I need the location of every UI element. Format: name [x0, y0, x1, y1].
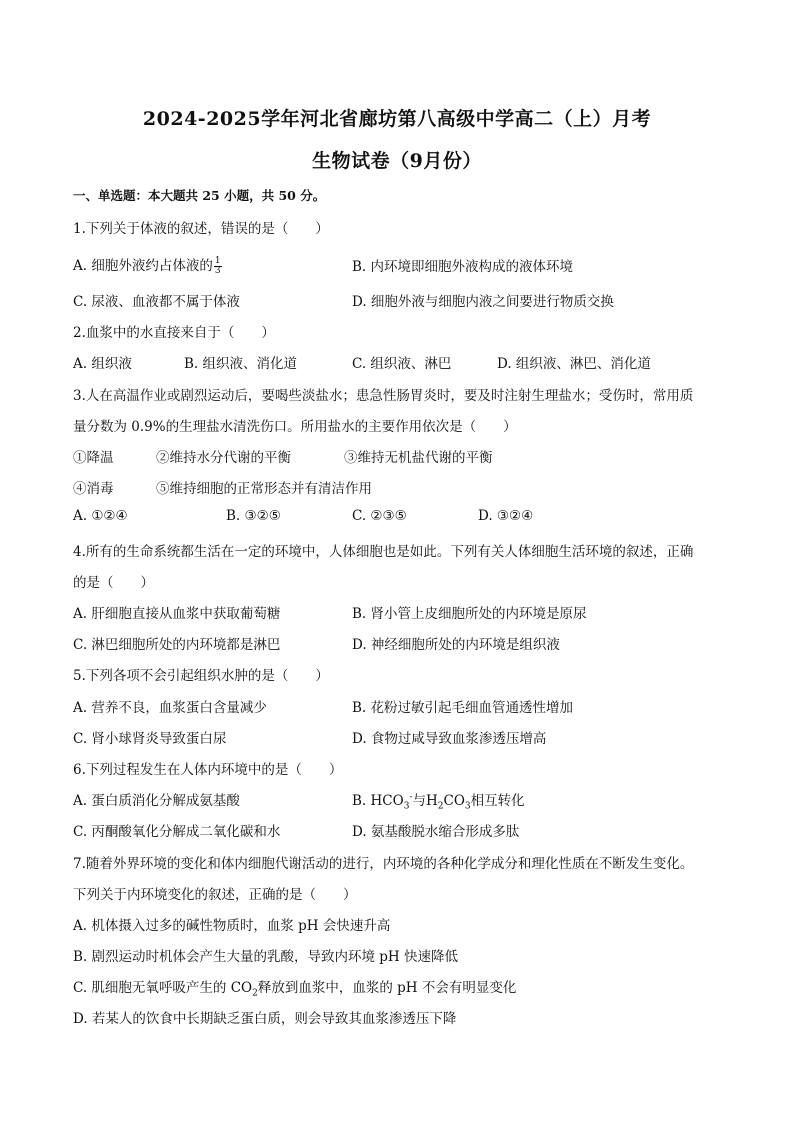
question-7-option-d: D. 若某人的饮食中长期缺乏蛋白质，则会导致其血浆渗透压下降	[73, 1011, 457, 1027]
exam-title: 2024-2025学年河北省廊坊第八高级中学高二（上）月考	[142, 108, 652, 130]
question-3-stem-line-2: 量分数为 0.9%的生理盐水清洗伤口。所用盐水的主要作用依次是（ ）	[73, 419, 517, 435]
question-7-option-b: B. 剧烈运动时机体会产生大量的乳酸，导致内环境 pH 快速降低	[73, 949, 458, 965]
fraction: $\frac{1}{3}$	[214, 256, 221, 276]
question-4-stem-line-2: 的是（ ）	[73, 575, 154, 591]
question-6-option-c: C. 丙酮酸氧化分解成二氧化碳和水	[73, 824, 281, 840]
question-3-option-b: B. ③②⑤	[226, 508, 281, 524]
question-4-option-d: D. 神经细胞所处的内环境是组织液	[352, 637, 560, 653]
question-6-stem: 6.下列过程发生在人体内环境中的是（ ）	[73, 762, 343, 778]
question-6-option-d: D. 氨基酸脱水缩合形成多肽	[352, 824, 520, 840]
question-3-option-d: D. ③②④	[478, 508, 534, 524]
question-4-option-b: B. 肾小管上皮细胞所处的内环境是原尿	[352, 606, 587, 622]
question-1-option-a: A. 细胞外液约占体液的 $\frac{1}{3}$	[73, 256, 221, 276]
question-2-option-d: D. 组织液、淋巴、消化道	[497, 356, 651, 372]
question-3-item-1: ①降温	[73, 450, 114, 466]
question-3-item-3: ③维持无机盐代谢的平衡	[344, 450, 493, 466]
question-7-stem-line-1: 7.随着外界环境的变化和体内细胞代谢活动的进行，内环境的各种化学成分和理化性质在不断发生变化。	[73, 856, 694, 872]
question-6-option-b: B. $HCO_3^-$与$H_2CO_3$相互转化	[352, 792, 525, 812]
question-3-stem-line-1: 3.人在高温作业或剧烈运动后，要喝些淡盐水；患急性肠胃炎时，要及时注射生理盐水；受伤时，常用质	[73, 388, 694, 404]
question-1-option-b: B. 内环境即细胞外液构成的液体环境	[352, 259, 574, 275]
question-2-option-b: B. 组织液、消化道	[184, 356, 298, 372]
question-3-option-a: A. ①②④	[73, 508, 128, 524]
question-2-stem: 2.血浆中的水直接来自于（ ）	[73, 325, 275, 341]
question-4-stem-line-1: 4.所有的生命系统都生活在一定的环境中，人体细胞也是如此。下列有关人体细胞生活环境的叙述，正确	[73, 544, 694, 560]
question-7-option-c: C. 肌细胞无氧呼吸产生的 $CO_2$释放到血浆中，血浆的 pH 不会有明显变化	[73, 980, 517, 999]
question-1-stem: 1.下列关于体液的叙述，错误的是（ ）	[73, 221, 329, 237]
question-7-option-a: A. 机体摄入过多的碱性物质时，血浆 pH 会快速升高	[73, 918, 391, 934]
question-2-option-c: C. 组织液、淋巴	[352, 356, 452, 372]
question-6-option-a: A. 蛋白质消化分解成氨基酸	[73, 793, 240, 809]
question-4-option-c: C. 淋巴细胞所处的内环境都是淋巴	[73, 637, 281, 653]
question-5-option-c: C. 肾小球肾炎导致蛋白尿	[73, 731, 227, 747]
question-5-option-b: B. 花粉过敏引起毛细血管通透性增加	[352, 700, 574, 716]
question-3-item-5: ⑤维持细胞的正常形态并有清洁作用	[156, 481, 372, 497]
question-5-stem: 5.下列各项不会引起组织水肿的是（ ）	[73, 668, 329, 684]
question-3-item-4: ④消毒	[73, 481, 114, 497]
question-5-option-d: D. 食物过咸导致血浆渗透压增高	[352, 731, 547, 747]
question-5-option-a: A. 营养不良，血浆蛋白含量减少	[73, 700, 267, 716]
exam-subtitle: 生物试卷（9月份）	[312, 150, 482, 172]
question-1-option-d: D. 细胞外液与细胞内液之间要进行物质交换	[352, 294, 614, 310]
question-7-stem-line-2: 下列关于内环境变化的叙述，正确的是（ ）	[73, 887, 357, 903]
section-heading: 一、单选题：本大题共 25 小题，共 50 分。	[73, 188, 326, 203]
question-3-option-c: C. ②③⑤	[352, 508, 407, 524]
question-3-item-2: ②维持水分代谢的平衡	[156, 450, 291, 466]
question-2-option-a: A. 组织液	[73, 356, 132, 372]
question-4-option-a: A. 肝细胞直接从血浆中获取葡萄糖	[73, 606, 281, 622]
question-1-option-c: C. 尿液、血液都不属于体液	[73, 294, 240, 310]
